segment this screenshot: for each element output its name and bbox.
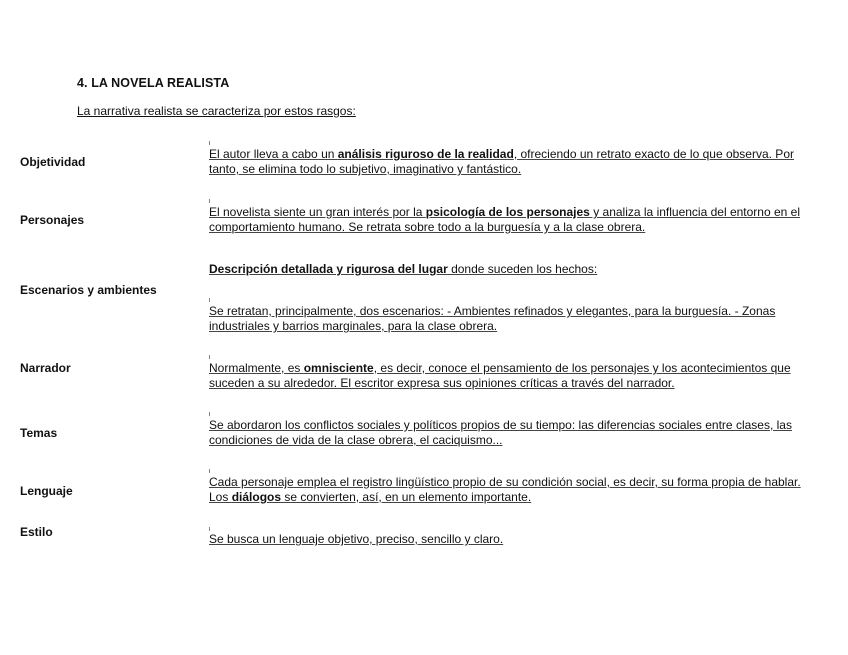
row-label-personajes: Personajes — [20, 213, 85, 227]
row-description-estilo — [209, 532, 806, 547]
row-label-narrador: Narrador — [20, 361, 71, 375]
description-line: Los diálogos se convierten, así, en un elemento importante. — [209, 490, 532, 504]
description-line: tanto, se elimina todo lo subjetivo, imaginativo y fantástico. — [209, 162, 522, 176]
row-description-lenguaje — [209, 475, 806, 505]
row-label-estilo: Estilo — [20, 525, 53, 539]
row-description-escenarios-a — [209, 262, 806, 277]
row-marker — [209, 298, 210, 302]
description-line: industriales y barrios marginales, para la clase obrera. — [209, 319, 498, 333]
description-line: Se retratan, principalmente, dos escenarios: - Ambientes refinados y elegantes, para la burguesía. - Zonas — [209, 304, 776, 318]
row-description-personajes — [209, 205, 806, 235]
row-label-temas: Temas — [20, 426, 58, 440]
row-marker — [209, 141, 210, 145]
row-marker — [209, 527, 210, 531]
row-description-escenarios-b — [209, 304, 806, 334]
row-label-escenarios: Escenarios y ambientes — [20, 283, 157, 297]
description-line: Normalmente, es omnisciente, es decir, conoce el pensamiento de los personajes y los acontecimientos que — [209, 361, 791, 375]
row-marker — [209, 355, 210, 359]
description-line: Descripción detallada y rigurosa del lugar donde suceden los hechos: — [209, 262, 598, 276]
page-title: 4. LA NOVELA REALISTA — [77, 76, 230, 90]
row-label-lenguaje: Lenguaje — [20, 484, 73, 498]
row-label-objetividad: Objetividad — [20, 155, 86, 169]
description-line: Se busca un lenguaje objetivo, preciso, sencillo y claro. — [209, 532, 504, 546]
description-line: Cada personaje emplea el registro lingüístico propio de su condición social, es decir, su forma propia de hablar. — [209, 475, 801, 489]
description-line: condiciones de vida de la clase obrera, el caciquismo... — [209, 433, 503, 447]
row-marker — [209, 412, 210, 416]
row-description-temas — [209, 418, 806, 448]
row-description-objetividad — [209, 147, 806, 177]
row-marker — [209, 199, 210, 203]
intro-text: La narrativa realista se caracteriza por estos rasgos: — [77, 104, 356, 118]
description-line: Se abordaron los conflictos sociales y políticos propios de su tiempo: las diferencias sociales entre clases, las — [209, 418, 792, 432]
description-line: comportamiento humano. Se retrata sobre todo a la burguesía y a la clase obrera. — [209, 220, 646, 234]
description-line: El autor lleva a cabo un análisis riguroso de la realidad, ofreciendo un retrato exacto de lo que observa. Por — [209, 147, 794, 161]
description-line: suceden a su alrededor. El escritor expresa sus opiniones críticas a través del narrador. — [209, 376, 675, 390]
row-marker — [209, 469, 210, 473]
description-line: El novelista siente un gran interés por la psicología de los personajes y analiza la influencia del entorno en el — [209, 205, 800, 219]
row-description-narrador — [209, 361, 806, 391]
